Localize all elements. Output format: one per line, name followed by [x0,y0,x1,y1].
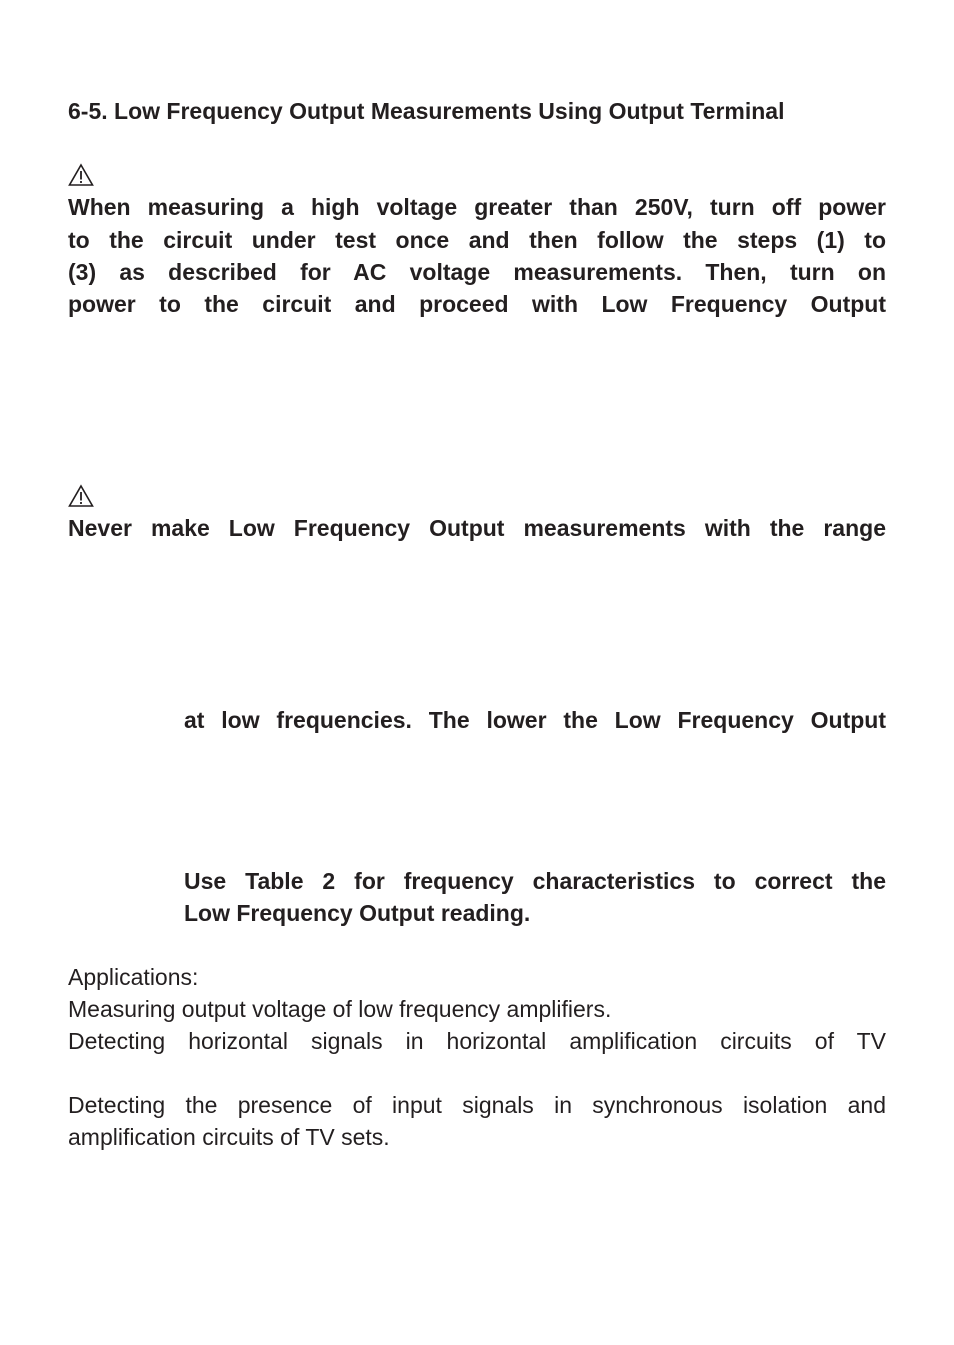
warning2-line-1: Never make Low Frequency Output measurements with the range [68,515,886,541]
warning-triangle-icon [68,484,94,508]
note2-line-2: Low Frequency Output reading. [184,900,531,926]
section-heading: 6-5. Low Frequency Output Measurements Using Output Terminal [68,98,785,124]
note2-line-1: Use Table 2 for frequency characteristics to correct the [184,868,886,894]
applications-line-4: amplification circuits of TV sets. [68,1124,390,1150]
warning1-line-4: power to the circuit and proceed with Low Frequency Output [68,291,886,317]
applications-line-2: Detecting horizontal signals in horizontal amplification circuits of TV [68,1028,886,1054]
warning1-line-1: When measuring a high voltage greater than 250V, turn off power [68,194,886,220]
note1-line-1: at low frequencies. The lower the Low Frequency Output [184,707,886,733]
applications-line-1: Measuring output voltage of low frequency amplifiers. [68,996,612,1022]
warning1-line-3: (3) as described for AC voltage measurements. Then, turn on [68,259,886,285]
warning1-line-2: to the circuit under test once and then follow the steps (1) to [68,227,886,253]
applications-heading: Applications: [68,964,199,990]
warning-triangle-icon [68,163,94,187]
applications-line-3: Detecting the presence of input signals in synchronous isolation and [68,1092,886,1118]
